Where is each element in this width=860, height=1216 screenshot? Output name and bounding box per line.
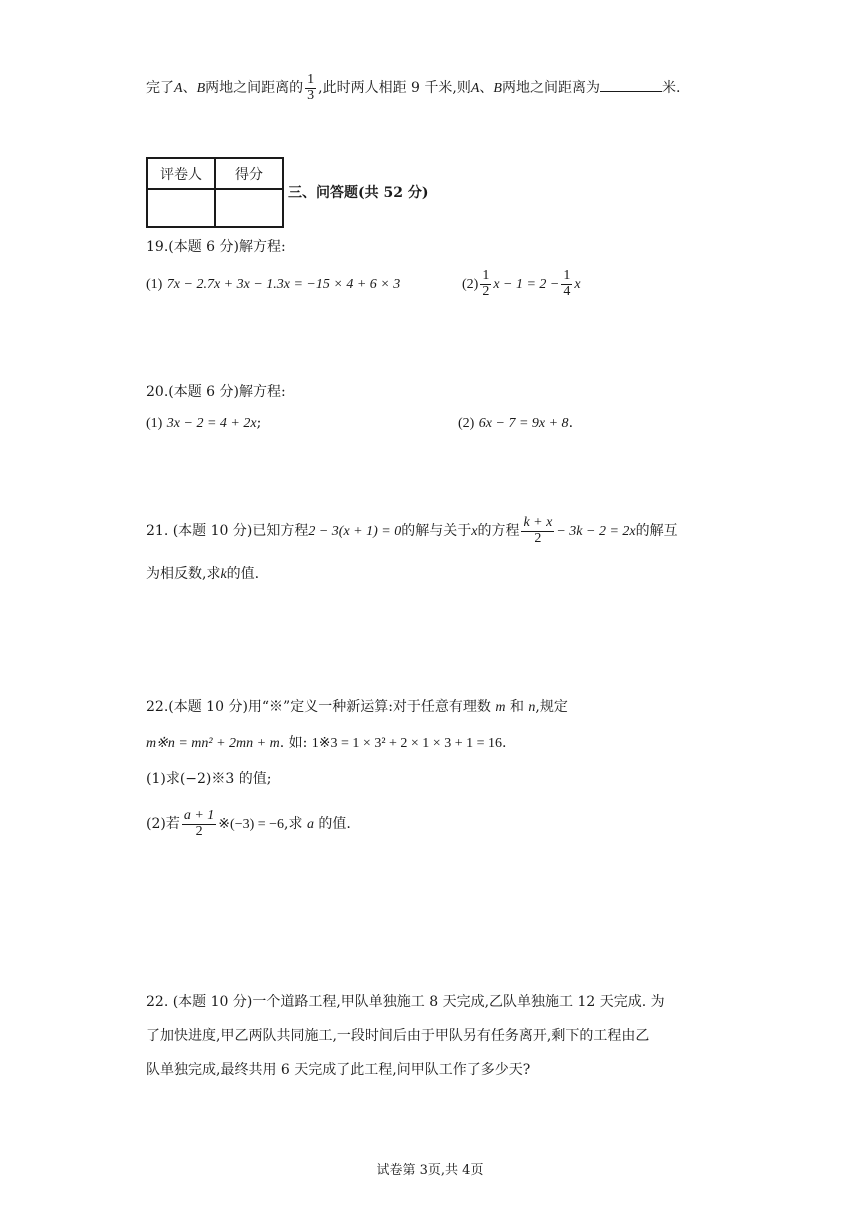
section-title: 三、问答题(共 52 分): [288, 185, 429, 201]
variable: x: [574, 277, 581, 292]
punctuation: ;: [256, 415, 262, 431]
q22a-text: 的值.: [318, 816, 351, 832]
q22b-line3: 队单独完成,最终共用 6 天完成了此工程,问甲队工作了多少天?: [146, 1062, 531, 1078]
q22b-line2: 了加快进度,甲乙两队共同施工,一段时间后由于甲队另有任务离开,剩下的工程由乙: [146, 1028, 650, 1044]
q18-tail-line: [146, 70, 680, 107]
answer-blank[interactable]: [600, 77, 662, 92]
q22a-part1: (1)求(−2)※3 的值;: [146, 771, 272, 787]
punctuation: .: [568, 415, 574, 431]
q21-text: 21. (本题 10 分)已知方程: [146, 523, 309, 539]
fraction-numerator: 1: [307, 71, 315, 87]
score-table: [146, 157, 284, 228]
fraction: [561, 269, 572, 299]
q20-stem: 20.(本题 6 分)解方程:: [146, 384, 286, 400]
q18-text: 两地之间距离为: [501, 80, 600, 96]
fraction-numerator: 1: [482, 267, 490, 283]
q22a-text: ,求: [284, 816, 303, 832]
part-label: (2): [462, 277, 479, 292]
equation: x − 1 = 2 −: [493, 277, 560, 292]
fraction-denominator: 3: [307, 87, 315, 103]
q19-part1: [146, 276, 400, 293]
q22a-line2: [146, 732, 506, 752]
fraction: [521, 516, 554, 546]
variable: k: [220, 567, 227, 582]
point-a: A: [174, 81, 183, 96]
variable: n: [528, 700, 536, 715]
q22a-text: ,规定: [535, 699, 568, 715]
example-equation: 1※3 = 1 × 3² + 2 × 1 × 3 + 1 = 16: [311, 736, 502, 751]
q18-text: 两地之间距离的: [205, 80, 304, 96]
fraction: [480, 269, 491, 299]
fraction-denominator: 2: [195, 823, 203, 839]
q22a-line1: [146, 696, 568, 716]
equation: 2 − 3(x + 1) = 0: [308, 524, 402, 539]
equation: 6x − 7 = 9x + 8: [478, 416, 569, 431]
q21-text: 为相反数,求: [146, 566, 221, 582]
fraction-denominator: 2: [534, 530, 542, 546]
q19-stem: 19.(本题 6 分)解方程:: [146, 239, 286, 255]
grader-header: 评卷人: [147, 158, 215, 189]
q21-text: 的值.: [226, 566, 260, 582]
q21-line2: [146, 563, 259, 583]
equation: 7x − 2.7x + 3x − 1.3x = −15 × 4 + 6 × 3: [166, 277, 401, 292]
fraction-denominator: 4: [563, 283, 571, 299]
q22a-text: . 如:: [279, 735, 308, 751]
part-label: (1): [146, 416, 163, 431]
fraction-numerator: 1: [563, 267, 571, 283]
fraction-numerator: k + x: [523, 514, 553, 530]
fraction-one-third: [305, 73, 316, 103]
variable: x: [471, 524, 478, 539]
q21-text: 的解与关于: [401, 523, 472, 539]
punctuation: .: [502, 735, 507, 751]
separator: 、: [182, 80, 197, 96]
q22b-line1: 22. (本题 10 分)一个道路工程,甲队单独施工 8 天完成,乙队单独施工 12 天完成. 为: [146, 994, 665, 1010]
equation: − 3k − 2 = 2x: [556, 524, 636, 539]
point-b: B: [493, 81, 502, 96]
point-a: A: [470, 81, 480, 96]
q22a-text: 22.(本题 10 分)用“※”定义一种新运算:对于任意有理数: [146, 699, 491, 715]
q20-part2: [458, 415, 573, 432]
grader-cell[interactable]: [147, 189, 215, 227]
q18-text: 完了: [146, 80, 174, 96]
point-b: B: [196, 81, 206, 96]
equation: 3x − 2 = 4 + 2x: [166, 416, 257, 431]
fraction-numerator: a + 1: [183, 807, 215, 823]
part-label: (2)若: [146, 816, 180, 832]
part-label: (2): [458, 416, 475, 431]
definition-equation: m※n = mn² + 2mn + m: [146, 736, 280, 751]
q22a-text: 和: [509, 699, 524, 715]
q21-text: 的解互: [635, 523, 678, 539]
equation: ※(−3) = −6: [218, 817, 285, 832]
q21-text: 的方程: [477, 523, 520, 539]
fraction-denominator: 2: [482, 283, 490, 299]
page-footer: 试卷第 3页,共 4页: [376, 1163, 484, 1178]
score-cell[interactable]: [215, 189, 283, 227]
q20-part1: [146, 415, 261, 432]
q18-text: ,此时两人相距 9 千米,则: [318, 80, 471, 96]
fraction: [182, 809, 216, 839]
q19-part2: [462, 266, 581, 303]
q18-text: 米.: [661, 80, 681, 96]
separator: 、: [479, 80, 494, 96]
q21-line1: [146, 512, 678, 551]
score-header: 得分: [215, 158, 283, 189]
part-label: (1): [146, 277, 163, 292]
q22a-part2: [146, 805, 351, 844]
variable: m: [495, 700, 506, 715]
variable: a: [306, 817, 314, 832]
